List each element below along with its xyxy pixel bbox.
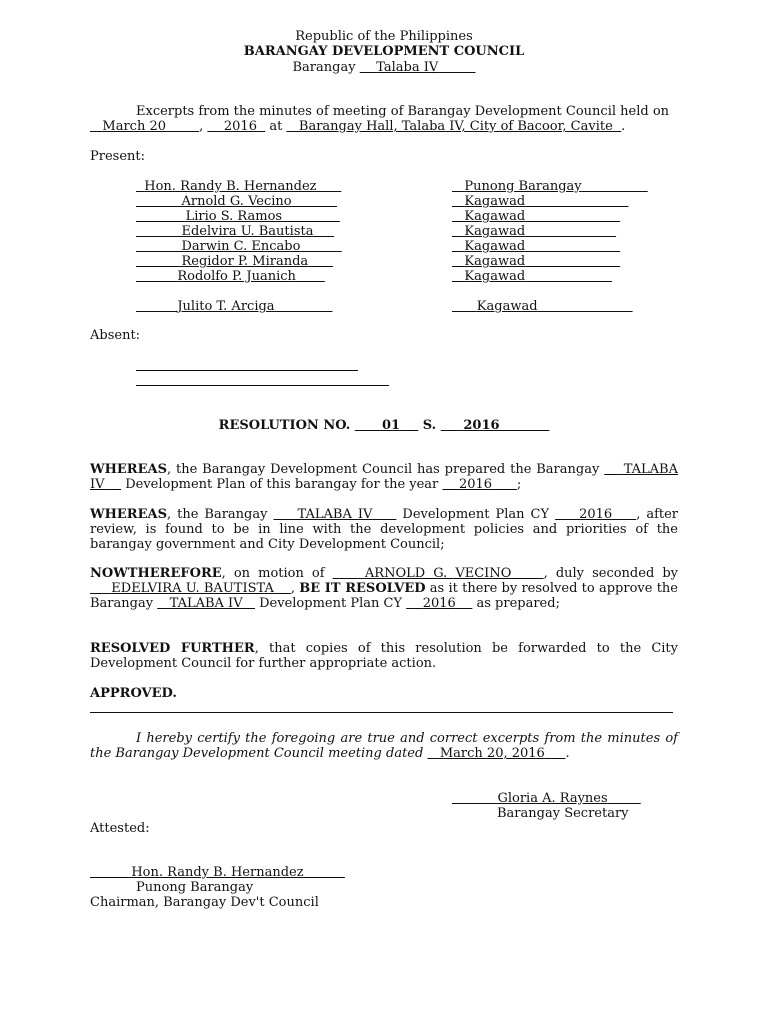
meeting-place-field: [287, 119, 622, 134]
resolved-further-paragraph: RESOLVED FURTHER, that copies of this resolution be forwarded to the City Development Council for further appropriate action.: [90, 641, 678, 671]
chairman-title-1: Punong Barangay: [136, 880, 254, 895]
barangay-name: Talaba IV: [376, 60, 439, 75]
secretary-title: Barangay Secretary: [497, 806, 629, 821]
nowtherefore-paragraph: NOWTHEREFORE, on motion of ARNOLD G. VECINO , duly seconded by EDELVIRA U. BAUTISTA , BE IT RESOLVED as it there by resolved to approve the Barangay TALABA IV Development Plan CY 2016 as prepared;: [90, 566, 678, 611]
present-position-2: Kagawad: [464, 194, 526, 209]
present-name-2: Arnold G. Vecino: [181, 194, 292, 209]
whereas-paragraph-2: WHEREAS, the Barangay TALABA IV Development Plan CY 2016 , after review, is found to be in line with the development policies and priorities of the barangay government and City Development Council;: [90, 507, 679, 552]
present-name-4: Edelvira U. Bautista: [181, 224, 314, 239]
whereas-paragraph-1: WHEREAS, the Barangay Development Council has prepared the Barangay TALABA IV Development Plan of this barangay for the year 2016 ;: [90, 462, 678, 492]
at-word: at: [269, 119, 283, 134]
present-name-1: Hon. Randy B. Hernandez: [144, 179, 317, 194]
approved-line: [90, 712, 673, 713]
present-name-7: Rodolfo P. Juanich: [177, 269, 296, 284]
resolution-number-field: [355, 418, 418, 433]
excerpt-line-1: Excerpts from the minutes of meeting of Barangay Development Council held on: [136, 104, 670, 119]
present-position-3: Kagawad: [464, 209, 526, 224]
secretary-name: Gloria A. Raynes: [497, 791, 608, 806]
resolution-title: RESOLUTION NO. 01 S. 2016: [0, 418, 768, 433]
excerpt-line-2: March 20 , 2016 at Barangay Hall, Talaba IV, City of Bacoor, Cavite .: [90, 119, 625, 134]
barangay-name-field: [360, 60, 476, 75]
approved-label: APPROVED.: [90, 686, 177, 701]
present-name-5: Darwin C. Encabo: [181, 239, 301, 254]
header-council: BARANGAY DEVELOPMENT COUNCIL: [243, 44, 525, 59]
absent-line-1: [136, 370, 358, 371]
resolution-series-field: [441, 418, 550, 433]
absent-label: Absent:: [90, 328, 141, 343]
meeting-year-field: [207, 119, 265, 134]
resolution-series: 2016: [463, 418, 500, 433]
attested-label: Attested:: [90, 821, 150, 836]
present-position-5: Kagawad: [464, 239, 526, 254]
present-name-8: Julito T. Arciga: [177, 299, 275, 314]
chairman-name: Hon. Randy B. Hernandez: [131, 865, 304, 880]
meeting-date-field: [90, 119, 199, 134]
present-label: Present:: [90, 149, 145, 164]
resolution-number: 01: [382, 418, 401, 433]
meeting-year: 2016: [223, 119, 257, 134]
chairman-title-2: Chairman, Barangay Dev't Council: [90, 895, 319, 910]
present-position-7: Kagawad: [464, 269, 526, 284]
present-name-6: Regidor P. Miranda: [181, 254, 309, 269]
meeting-place: Barangay Hall, Talaba IV, City of Bacoor, Cavite: [298, 119, 613, 134]
header-barangay: [0, 60, 768, 75]
certification-paragraph: I hereby certify the foregoing are true and correct excerpts from the minutes of the Barangay Development Council meeting dated March 20, 2016 .: [90, 731, 678, 761]
present-name-3: Lirio S. Ramos: [185, 209, 283, 224]
present-position-1: Punong Barangay: [464, 179, 582, 194]
absent-line-2: [136, 385, 389, 386]
header-republic: Republic of the Philippines: [295, 29, 473, 44]
barangay-label: Barangay: [292, 60, 356, 75]
present-position-6: Kagawad: [464, 254, 526, 269]
meeting-date: March 20: [102, 119, 167, 134]
present-position-8: Kagawad: [476, 299, 538, 314]
present-position-4: Kagawad: [464, 224, 526, 239]
